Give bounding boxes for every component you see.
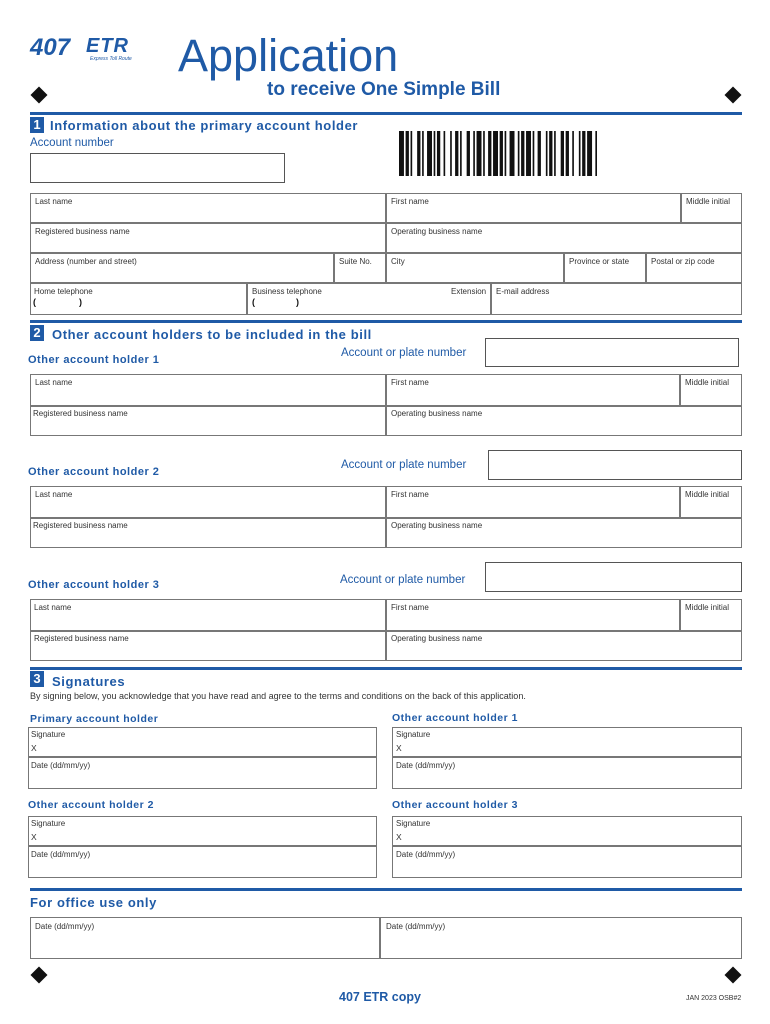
- middle-initial-label: Middle initial: [685, 378, 730, 387]
- middle-initial-field[interactable]: [681, 193, 742, 223]
- barcode-bar: [493, 131, 498, 176]
- barcode-bar: [595, 131, 597, 176]
- city-label: City: [391, 257, 405, 266]
- last-name-label: Last name: [35, 378, 73, 387]
- address-label: Address (number and street): [35, 257, 137, 266]
- barcode-bar: [444, 131, 446, 176]
- signature-field[interactable]: [28, 727, 377, 757]
- office-date-left[interactable]: [30, 917, 380, 959]
- middle-initial-label: Middle initial: [686, 197, 731, 206]
- barcode-bar: [572, 131, 574, 176]
- barcode-bar: [399, 131, 404, 176]
- operating-business-label: Operating business name: [391, 227, 483, 236]
- barcode-bar: [582, 131, 585, 176]
- barcode-bar: [510, 131, 515, 176]
- date-label: Date (dd/mm/yy): [386, 922, 446, 931]
- office-use-title: For office use only: [30, 895, 157, 910]
- postal-code-field[interactable]: [646, 253, 742, 283]
- province-field[interactable]: [564, 253, 646, 283]
- barcode-bar: [500, 131, 503, 176]
- barcode-bar: [579, 131, 581, 176]
- date-label: Date (dd/mm/yy): [396, 761, 456, 770]
- barcode-bar: [434, 131, 436, 176]
- barcode-bar: [411, 131, 413, 176]
- barcode-bar: [473, 131, 475, 176]
- signature-field[interactable]: [392, 727, 742, 757]
- first-name-label: First name: [391, 378, 429, 387]
- date-label: Date (dd/mm/yy): [396, 850, 456, 859]
- account-plate-field[interactable]: [485, 338, 739, 367]
- last-name-field[interactable]: [30, 374, 386, 406]
- home-telephone-field[interactable]: [30, 283, 247, 315]
- sign-mark: X: [31, 743, 37, 753]
- barcode-bar: [488, 131, 491, 176]
- last-name-field[interactable]: [30, 599, 386, 631]
- signature-intro: By signing below, you acknowledge that you have read and agree to the terms and conditions on the back of this application.: [30, 691, 526, 701]
- operating-business-field[interactable]: [386, 518, 742, 548]
- signature-field[interactable]: [28, 816, 377, 846]
- account-number-label: Account number: [30, 137, 114, 149]
- account-plate-field[interactable]: [485, 562, 742, 592]
- postal-code-label: Postal or zip code: [651, 257, 715, 266]
- barcode-bar: [587, 131, 592, 176]
- last-name-label: Last name: [35, 490, 73, 499]
- other-holder-1-signature-title: Other account holder 1: [392, 712, 518, 724]
- email-field[interactable]: [491, 283, 742, 315]
- barcode-bar: [467, 131, 470, 176]
- section-title: Other account holders to be included in the bill: [52, 327, 372, 342]
- registered-business-label: Registered business name: [35, 227, 130, 236]
- area-code-open: (: [252, 297, 255, 307]
- first-name-field[interactable]: [386, 599, 680, 631]
- registration-mark: [725, 87, 742, 104]
- area-code-close: ): [79, 297, 82, 307]
- first-name-label: First name: [391, 197, 429, 206]
- middle-initial-label: Middle initial: [685, 603, 730, 612]
- registered-business-field[interactable]: [30, 223, 386, 253]
- operating-business-field[interactable]: [386, 631, 742, 661]
- account-plate-label: Account or plate number: [341, 459, 467, 471]
- last-name-label: Last name: [34, 603, 72, 612]
- barcode-bar: [518, 131, 520, 176]
- extension-label: Extension: [451, 287, 487, 296]
- province-label: Province or state: [569, 257, 630, 266]
- barcode-bar: [427, 131, 432, 176]
- section-rule: [30, 112, 742, 115]
- barcode-bar: [406, 131, 409, 176]
- date-field[interactable]: [28, 846, 377, 878]
- other-holder-1-title: Other account holder 1: [28, 354, 160, 366]
- page-title: Application: [178, 30, 399, 81]
- other-holder-3-title: Other account holder 3: [28, 579, 160, 591]
- barcode-bar: [566, 131, 569, 176]
- registered-business-label: Registered business name: [33, 521, 128, 530]
- section-number: 1: [30, 117, 44, 133]
- section-title: Information about the primary account holder: [50, 118, 359, 133]
- area-code-open: (: [33, 297, 36, 307]
- operating-business-label: Operating business name: [391, 521, 483, 530]
- signature-field[interactable]: [392, 816, 742, 846]
- operating-business-label: Operating business name: [391, 634, 483, 643]
- barcode-bar: [450, 131, 452, 176]
- date-field[interactable]: [392, 757, 742, 789]
- sign-mark: X: [396, 832, 402, 842]
- registered-business-field[interactable]: [30, 406, 386, 436]
- barcode-bar: [526, 131, 531, 176]
- office-date-right[interactable]: [380, 917, 742, 959]
- section-number: 2: [30, 325, 44, 341]
- date-label: Date (dd/mm/yy): [31, 761, 91, 770]
- registered-business-field[interactable]: [30, 518, 386, 548]
- account-number-field[interactable]: [30, 153, 285, 183]
- form-code: JAN 2023 OSB#2: [686, 995, 742, 1002]
- barcode-bar: [417, 131, 420, 176]
- middle-initial-label: Middle initial: [685, 490, 730, 499]
- address-field[interactable]: [30, 253, 334, 283]
- other-holder-3-signature-title: Other account holder 3: [392, 799, 518, 811]
- page-subtitle: to receive One Simple Bill: [267, 79, 501, 100]
- email-label: E-mail address: [496, 287, 550, 296]
- other-holder-2-title: Other account holder 2: [28, 466, 160, 478]
- area-code-close: ): [296, 297, 299, 307]
- date-field[interactable]: [392, 846, 742, 878]
- date-field[interactable]: [28, 757, 377, 789]
- account-plate-field[interactable]: [488, 450, 742, 480]
- sign-mark: X: [31, 832, 37, 842]
- section-rule: [30, 320, 742, 323]
- signature-label: Signature: [31, 819, 66, 828]
- operating-business-field[interactable]: [386, 406, 742, 436]
- middle-initial-field[interactable]: [680, 486, 742, 518]
- registered-business-label: Registered business name: [33, 409, 128, 418]
- registration-mark: [31, 967, 48, 984]
- city-field[interactable]: [386, 253, 564, 283]
- barcode-bar: [546, 131, 548, 176]
- middle-initial-field[interactable]: [680, 374, 742, 406]
- section-number: 3: [30, 671, 44, 687]
- barcode-bar: [561, 131, 564, 176]
- barcode-bar: [533, 131, 535, 176]
- primary-holder-title: Primary account holder: [30, 713, 159, 725]
- registration-mark: [725, 967, 742, 984]
- barcode-bar: [460, 131, 462, 176]
- barcode-bar: [477, 131, 482, 176]
- last-name-field[interactable]: [30, 486, 386, 518]
- date-label: Date (dd/mm/yy): [35, 922, 95, 931]
- barcode-bar: [505, 131, 507, 176]
- suite-field[interactable]: [334, 253, 386, 283]
- first-name-label: First name: [391, 490, 429, 499]
- first-name-label: First name: [391, 603, 429, 612]
- operating-business-label: Operating business name: [391, 409, 483, 418]
- business-telephone-field[interactable]: [247, 283, 491, 315]
- middle-initial-field[interactable]: [680, 599, 742, 631]
- last-name-field[interactable]: [30, 193, 386, 223]
- section-rule: [30, 667, 742, 670]
- barcode-bar: [554, 131, 556, 176]
- date-label: Date (dd/mm/yy): [31, 850, 91, 859]
- barcode-bar: [521, 131, 524, 176]
- business-telephone-label: Business telephone: [252, 287, 322, 296]
- logo-number: 407: [30, 34, 71, 61]
- operating-business-field[interactable]: [386, 223, 742, 253]
- copy-label: 407 ETR copy: [339, 990, 421, 1004]
- first-name-field[interactable]: [386, 486, 680, 518]
- barcode-bar: [538, 131, 541, 176]
- signature-label: Signature: [31, 730, 66, 739]
- logo-brand: ETR: [86, 35, 129, 57]
- other-holder-2-signature-title: Other account holder 2: [28, 799, 154, 811]
- first-name-field[interactable]: [386, 374, 680, 406]
- sign-mark: X: [396, 743, 402, 753]
- barcode: [399, 131, 730, 176]
- barcode-bar: [483, 131, 485, 176]
- home-telephone-label: Home telephone: [34, 287, 93, 296]
- signature-label: Signature: [396, 819, 431, 828]
- suite-label: Suite No.: [339, 257, 372, 266]
- section-title: Signatures: [52, 674, 126, 689]
- registered-business-field[interactable]: [30, 631, 386, 661]
- section-rule: [30, 888, 742, 891]
- logo-tagline: Express Toll Route: [90, 56, 132, 62]
- logo: [30, 34, 140, 64]
- signature-label: Signature: [396, 730, 431, 739]
- first-name-field[interactable]: [386, 193, 681, 223]
- barcode-bar: [549, 131, 552, 176]
- account-plate-label: Account or plate number: [341, 347, 467, 359]
- registration-mark: [31, 87, 48, 104]
- account-plate-label: Account or plate number: [340, 574, 466, 586]
- barcode-bar: [437, 131, 440, 176]
- barcode-bar: [455, 131, 458, 176]
- registered-business-label: Registered business name: [34, 634, 129, 643]
- last-name-label: Last name: [35, 197, 73, 206]
- barcode-bar: [422, 131, 424, 176]
